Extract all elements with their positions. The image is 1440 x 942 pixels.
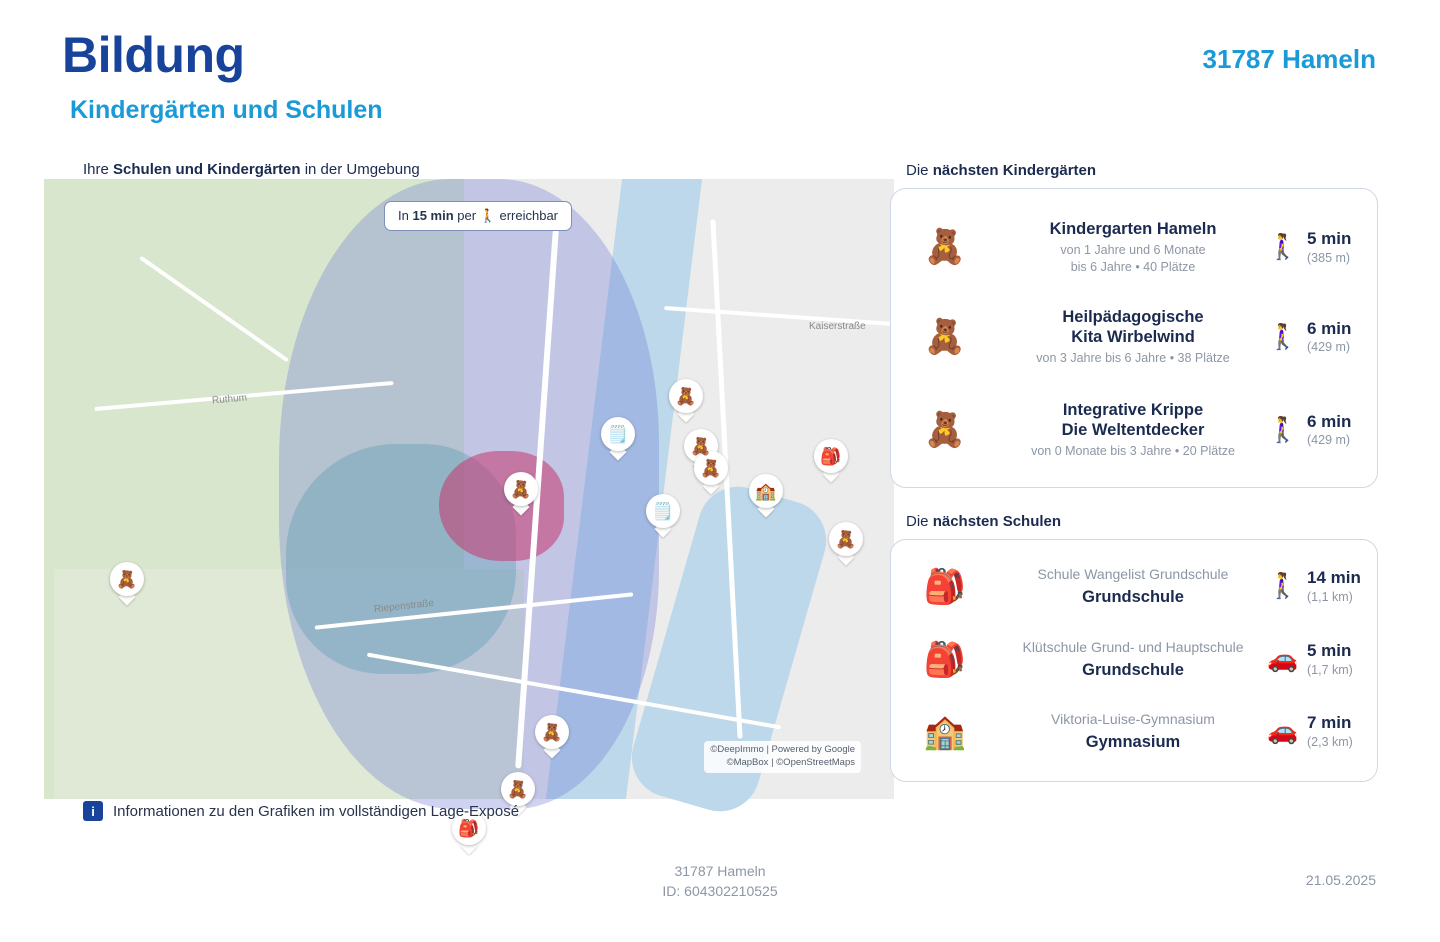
travel-time: 5 min <box>1307 228 1352 248</box>
map-pin[interactable] <box>535 715 569 755</box>
list-item[interactable] <box>891 639 1377 680</box>
location-postal-title: 31787 Hameln <box>1202 44 1376 74</box>
list-item[interactable] <box>891 219 1377 276</box>
school-type: Gymnasium <box>1085 733 1181 752</box>
map-attribution-line2: ©MapBox | ©OpenStreetMaps <box>726 757 855 769</box>
travel-time: 6 min <box>1307 411 1352 431</box>
map-isochrone-inner <box>439 451 564 561</box>
kindergarten-detail-2: bis 6 Jahre • 40 Plätze <box>1070 259 1196 274</box>
school-icon: 🏫 <box>923 712 967 751</box>
teddy-bear-icon: 🧸 <box>923 228 967 267</box>
note-icon: 🗒️ <box>601 417 635 451</box>
school-travel <box>1267 569 1377 604</box>
backpack-icon: 🎒 <box>814 439 848 473</box>
school-type: Grundschule <box>1082 661 1184 680</box>
list-item[interactable] <box>891 711 1377 752</box>
school-travel <box>1267 714 1377 749</box>
walking-person-icon: 🚶‍♀️ <box>1267 572 1299 601</box>
teddy-bear-icon: 🧸 <box>110 562 144 596</box>
car-icon: 🚗 <box>1267 717 1299 746</box>
map-pin[interactable] <box>110 562 144 602</box>
kindergarten-caption-pre: Die <box>906 162 933 179</box>
map-pin[interactable] <box>814 439 848 479</box>
kindergarten-travel <box>1267 320 1377 355</box>
kindergarten-info <box>999 219 1267 276</box>
map-caption <box>83 161 420 178</box>
footer-location: 31787 Hameln <box>674 863 766 879</box>
footer-id: ID: 604302210525 <box>662 883 778 900</box>
kindergarten-name: Heilpädagogische <box>1062 308 1204 326</box>
page-header <box>0 0 1440 140</box>
walking-person-icon: 🚶‍♀️ <box>1267 232 1299 261</box>
kindergarten-caption <box>906 162 1096 179</box>
school-info <box>999 566 1267 607</box>
walking-person-icon: 🚶‍♀️ <box>1267 322 1299 351</box>
map-attribution-line1: ©DeepImmo | Powered by Google <box>710 744 855 756</box>
kindergarten-detail-1: von 1 Jahre und 6 Monate <box>1060 243 1206 258</box>
school-name: Schule Wangelist Grundschule <box>1037 566 1229 582</box>
teddy-bear-icon: 🧸 <box>501 772 535 806</box>
map-pin[interactable] <box>829 522 863 562</box>
school-travel <box>1267 642 1377 677</box>
kindergarten-detail-1: von 3 Jahre bis 6 Jahre • 38 Plätze <box>1036 351 1230 366</box>
school-icon: 🏫 <box>749 474 783 508</box>
map-street-label: Ruthum <box>211 392 248 407</box>
teddy-bear-icon: 🧸 <box>694 451 728 485</box>
schools-caption-pre: Die <box>906 513 933 530</box>
kindergarten-name: Integrative Krippe <box>1062 401 1204 419</box>
car-icon: 🚗 <box>1267 645 1299 674</box>
map-caption-bold: Schulen und Kindergärten <box>113 161 301 178</box>
teddy-bear-icon: 🧸 <box>504 472 538 506</box>
map-caption-post: in der Umgebung <box>300 161 420 178</box>
badge-duration: 15 min <box>412 208 454 223</box>
travel-distance: (429 m) <box>1307 340 1351 355</box>
page-title: Bildung <box>62 27 245 83</box>
schools-caption <box>906 513 1061 530</box>
travel-distance: (429 m) <box>1307 433 1351 448</box>
kindergarten-name-line2: Kita Wirbelwind <box>1071 328 1195 347</box>
kindergarten-card <box>890 188 1378 488</box>
note-icon: 🗒️ <box>646 494 680 528</box>
kindergarten-name: Kindergarten Hameln <box>1049 220 1217 238</box>
school-type: Grundschule <box>1082 588 1184 607</box>
teddy-bear-icon: 🧸 <box>535 715 569 749</box>
school-name: Klütschule Grund- und Hauptschule <box>1022 639 1244 655</box>
backpack-icon: 🎒 <box>452 811 486 845</box>
map-street-label: Riepenstraße <box>373 597 435 616</box>
teddy-bear-icon: 🧸 <box>684 429 718 463</box>
teddy-bear-icon: 🧸 <box>669 379 703 413</box>
list-item[interactable] <box>891 566 1377 607</box>
list-item[interactable] <box>891 307 1377 367</box>
info-icon: i <box>83 801 103 821</box>
page-subtitle: Kindergärten und Schulen <box>70 96 383 124</box>
school-info <box>999 639 1267 680</box>
kindergarten-info <box>999 400 1267 460</box>
travel-distance: (2,3 km) <box>1307 734 1353 749</box>
badge-text-mid: per <box>453 208 480 223</box>
teddy-bear-icon: 🧸 <box>829 522 863 556</box>
travel-distance: (385 m) <box>1307 250 1351 265</box>
map-street-label: Kaiserstraße <box>809 321 866 332</box>
map-attribution <box>704 741 861 773</box>
travel-time: 6 min <box>1307 318 1352 338</box>
travel-distance: (1,7 km) <box>1307 662 1353 677</box>
kindergarten-caption-bold: nächsten Kindergärten <box>932 162 1097 179</box>
map-pin[interactable] <box>646 494 680 534</box>
map-pin[interactable] <box>694 451 728 491</box>
map-reachability-badge <box>384 201 572 231</box>
footnote <box>83 801 519 821</box>
travel-time: 7 min <box>1307 713 1352 733</box>
teddy-bear-icon: 🧸 <box>923 318 967 356</box>
school-name: Viktoria-Luise-Gymnasium <box>1051 711 1215 727</box>
kindergarten-detail-1: von 0 Monate bis 3 Jahre • 20 Plätze <box>1031 444 1235 459</box>
kindergarten-name-line2: Die Weltentdecker <box>1061 421 1205 440</box>
footer-center <box>0 861 1440 902</box>
travel-time: 14 min <box>1307 568 1361 588</box>
badge-text-pre: In <box>398 208 413 223</box>
map-caption-pre: Ihre <box>83 161 114 178</box>
walking-person-icon: 🚶 <box>479 208 496 223</box>
walking-person-icon: 🚶‍♀️ <box>1267 415 1299 444</box>
backpack-icon: 🎒 <box>923 567 967 606</box>
kindergarten-travel <box>1267 230 1377 265</box>
list-item[interactable] <box>891 400 1377 460</box>
badge-text-post: erreichbar <box>495 208 558 223</box>
footnote-text: Informationen zu den Grafiken im vollständigen Lage-Exposé <box>113 802 520 820</box>
map-pin[interactable] <box>669 379 703 419</box>
map-pin[interactable] <box>601 417 635 457</box>
schools-card <box>890 539 1378 782</box>
kindergarten-info <box>999 307 1267 367</box>
footer-date: 21.05.2025 <box>1305 872 1376 888</box>
schools-caption-bold: nächsten Schulen <box>932 513 1062 530</box>
map-pin[interactable] <box>749 474 783 514</box>
travel-time: 5 min <box>1307 641 1352 661</box>
teddy-bear-icon: 🧸 <box>923 411 967 449</box>
map-pin[interactable] <box>504 472 538 512</box>
backpack-icon: 🎒 <box>923 640 967 679</box>
kindergarten-travel <box>1267 413 1377 448</box>
travel-distance: (1,1 km) <box>1307 589 1353 604</box>
school-info <box>999 711 1267 752</box>
